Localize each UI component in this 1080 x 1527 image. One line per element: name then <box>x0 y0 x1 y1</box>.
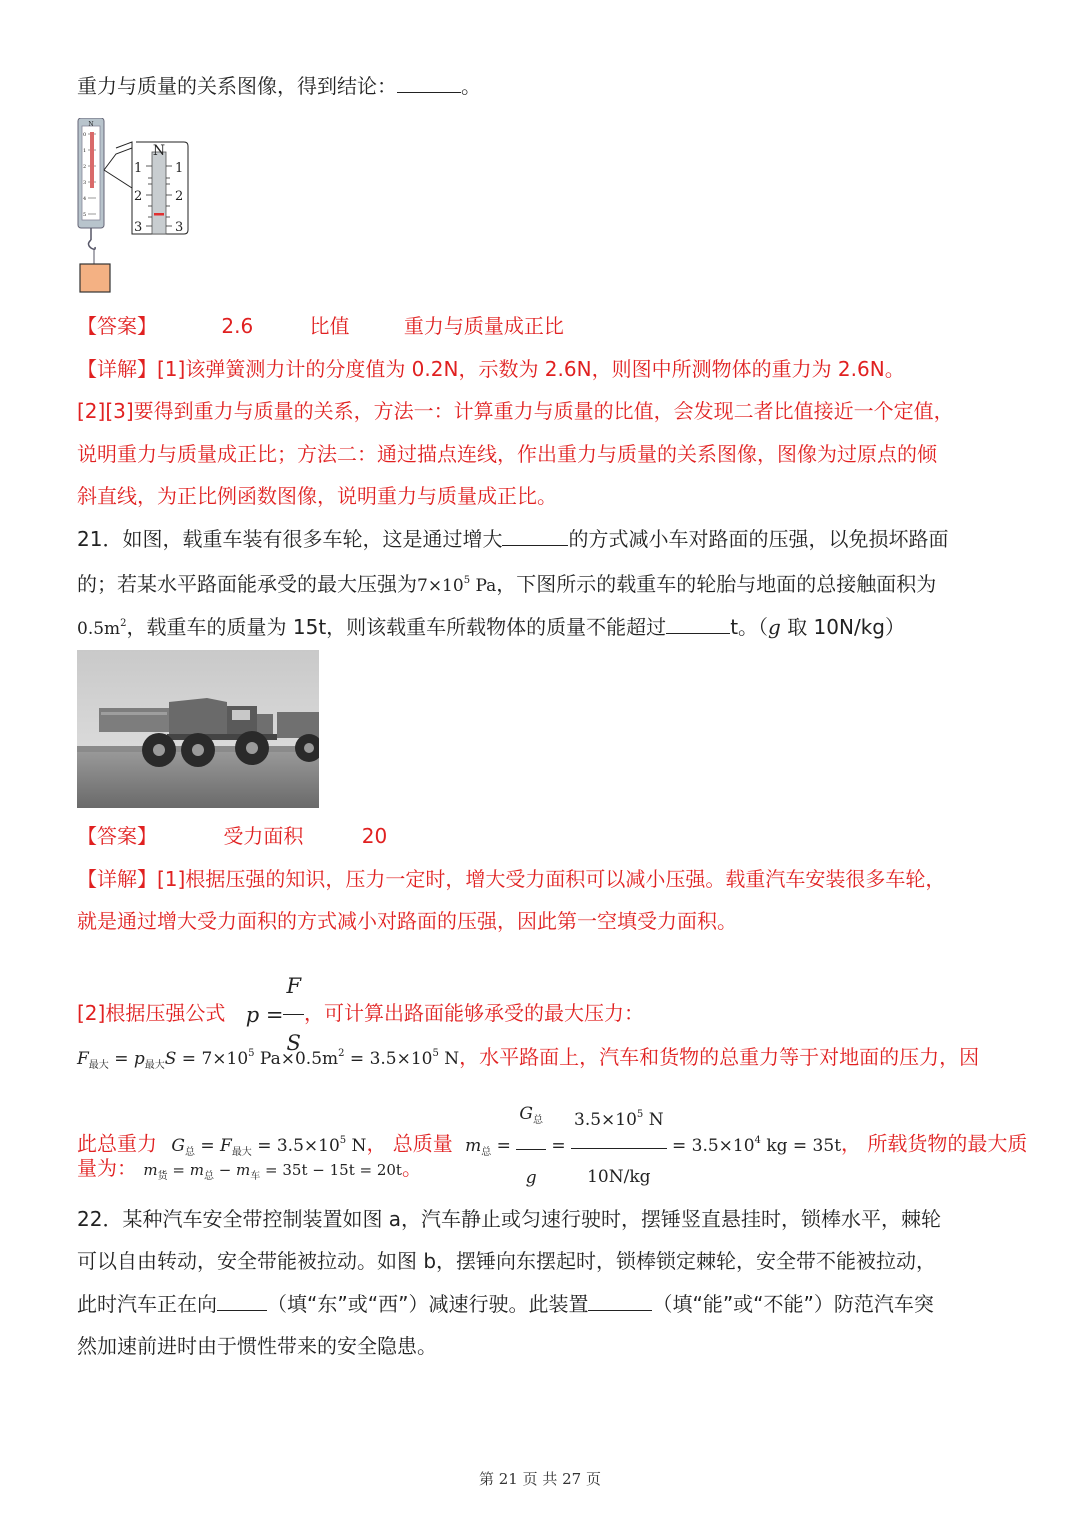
q21-text: 取 10N/kg） <box>780 615 905 639</box>
zoom-tick-label: 3 <box>175 220 184 235</box>
q22-text: （填“东”或“西”）减速行驶。此装置 <box>267 1292 589 1316</box>
q21-text: t。（ <box>730 615 769 639</box>
q22-line: 然加速前进时由于惯性带来的安全隐患。 <box>77 1334 437 1358</box>
scale-unit-small: N <box>88 121 94 128</box>
eq2-text: ， 总质量 <box>366 1131 453 1156</box>
hanging-block <box>80 264 110 292</box>
tick-label: 2 <box>83 164 87 170</box>
tick-label: 4 <box>83 196 87 202</box>
eq3-end: 。 <box>401 1156 422 1180</box>
eq2-text: ， 所载货物的最大质 <box>841 1131 1028 1156</box>
q22-text: 此时汽车正在向 <box>77 1292 217 1316</box>
detail-tag: 【详解】 <box>77 867 157 891</box>
q21-detail-line: 就是通过增大受力面积的方式减小对路面的压强，因此第一空填受力面积。 <box>77 909 737 933</box>
truck-photo <box>77 650 319 808</box>
q21-line-3: $0.5m^2$，载重车的质量为 15t，则该载重车所载物体的质量不能超过 t。（g 取 10N/kg） <box>77 615 905 639</box>
q20-detail-line: 斜直线，为正比例函数图像，说明重力与质量成正比。 <box>77 484 557 508</box>
q21-answer <box>77 822 387 850</box>
tick-label: 1 <box>83 148 87 154</box>
eq1-text: ，水平路面上，汽车和货物的总重力等于对地面的压力，因 <box>459 1045 980 1069</box>
zoom-tick-label: 3 <box>134 220 143 235</box>
zoom-tick-label: 1 <box>175 161 184 176</box>
q20-answer <box>77 312 564 340</box>
tick-label: 3 <box>83 180 87 186</box>
answer-1: 2.6 <box>221 314 254 338</box>
answer-1: 受力面积 <box>223 824 304 848</box>
q22-line: 可以自由转动，安全带能被拉动。如图 b，摆锤向东摆起时，锁棒锁定棘轮，安全带不能被拉动， <box>77 1249 937 1273</box>
tick-label: 0 <box>83 132 87 138</box>
q22-line: 22．某种汽车安全带控制装置如图 a，汽车静止或匀速行驶时，摆锤竖直悬挂时，锁棒水平，棘轮 <box>77 1207 942 1231</box>
q20-detail-line: [2][3]要得到重力与质量的关系，方法一：计算重力与质量的比值，会发现二者比值接近一个定值， <box>77 399 954 423</box>
total-mass-equation: $m_总$ = $\frac{G_总}{g}$ = $\frac{3.5\times 10^5 N}{10N/kg}$ = $3.5\times 10^4$ kg = 35t <box>465 1136 841 1156</box>
q21-equation-3 <box>77 1154 422 1191</box>
intro-line <box>77 72 481 100</box>
spring-scale-figure <box>74 118 192 296</box>
intro-end: 。 <box>461 74 481 98</box>
q21-area-value: $0.5m^2$ <box>77 618 127 639</box>
eq2-text: 此总重力 <box>77 1131 157 1156</box>
answer-blank <box>502 527 568 546</box>
answer-blank <box>666 615 730 634</box>
formula-after: ，可计算出路面能够承受的最大压力： <box>304 1001 645 1025</box>
eq3-text: 量为： <box>77 1156 137 1180</box>
scale-unit-zoom: N <box>152 143 166 159</box>
pressure-formula: p = <box>245 1002 284 1027</box>
detail-text: [1]该弹簧测力计的分度值为 0.2N，示数为 2.6N，则图中所测物体的重力为 2.6N。 <box>157 357 905 381</box>
detail-tag: 【详解】 <box>77 357 157 381</box>
q22-text: （填“能”或“不能”）防范汽车突 <box>652 1292 934 1316</box>
zoom-tick-label: 2 <box>175 189 184 204</box>
page-footer: 第 21 页 共 27 页 <box>478 1470 601 1488</box>
q21-text: ，载重车的质量为 15t，则该载重车所载物体的质量不能超过 <box>126 615 667 639</box>
total-weight-equation: $G_总 = F_{最大} = 3.5\times 10^5$ N <box>171 1134 367 1158</box>
answer-2: 比值 <box>309 314 350 338</box>
intro-text: 重力与质量的关系图像，得到结论： <box>77 74 397 98</box>
zoom-tick-label: 1 <box>134 161 143 176</box>
q21-text: ，下图所示的载重车的轮胎与地面的总接触面积为 <box>496 572 937 596</box>
detail-text: [1]根据压强的知识，压力一定时，增大受力面积可以减小压强。载重汽车安装很多车轮， <box>157 867 946 891</box>
answer-2: 20 <box>361 824 388 848</box>
q20-detail-line: 说明重力与质量成正比；方法二：通过描点连线，作出重力与质量的关系图像，图像为过原点的倾 <box>77 442 937 466</box>
tick-label: 5 <box>83 212 87 218</box>
q20-detail-line <box>77 355 905 383</box>
q21-equation-1 <box>77 1040 979 1080</box>
answer-blank <box>397 74 461 93</box>
answer-tag: 【答案】 <box>77 824 157 848</box>
q21-formula-line: [2]根据压强公式 p = $\frac{F}{S}$ ，可计算出路面能够承受的最大压力： <box>77 958 644 1071</box>
q21-detail-line <box>77 865 945 893</box>
q22-line <box>77 1290 934 1318</box>
answer-tag: 【答案】 <box>77 314 157 338</box>
cargo-mass-equation: $m_货 = m_总 - m_车 = 35t - 15t = 20t$ <box>143 1161 402 1182</box>
answer-blank <box>217 1292 267 1311</box>
q21-pressure-value: $7\times 10^5$ Pa <box>417 575 497 596</box>
q21-text: 的；若某水平路面能承受的最大压强为 <box>77 572 417 596</box>
q21-text: 21．如图，载重车装有很多车轮，这是通过增大 <box>77 527 503 551</box>
formula-intro: [2]根据压强公式 <box>77 1001 226 1025</box>
zoom-tick-label: 2 <box>134 189 143 204</box>
q21-line-2 <box>77 567 936 600</box>
q21-text: 的方式减小车对路面的压强，以免损坏路面 <box>568 527 949 551</box>
answer-3: 重力与质量成正比 <box>403 314 564 338</box>
answer-blank <box>588 1292 652 1311</box>
q21-line-1 <box>77 525 948 553</box>
max-force-equation: $F_{最大} = p_{最大}S = 7\times 10^5$ $Pa\times 0.5m^2 = 3.5\times 10^5$ N <box>77 1048 460 1071</box>
